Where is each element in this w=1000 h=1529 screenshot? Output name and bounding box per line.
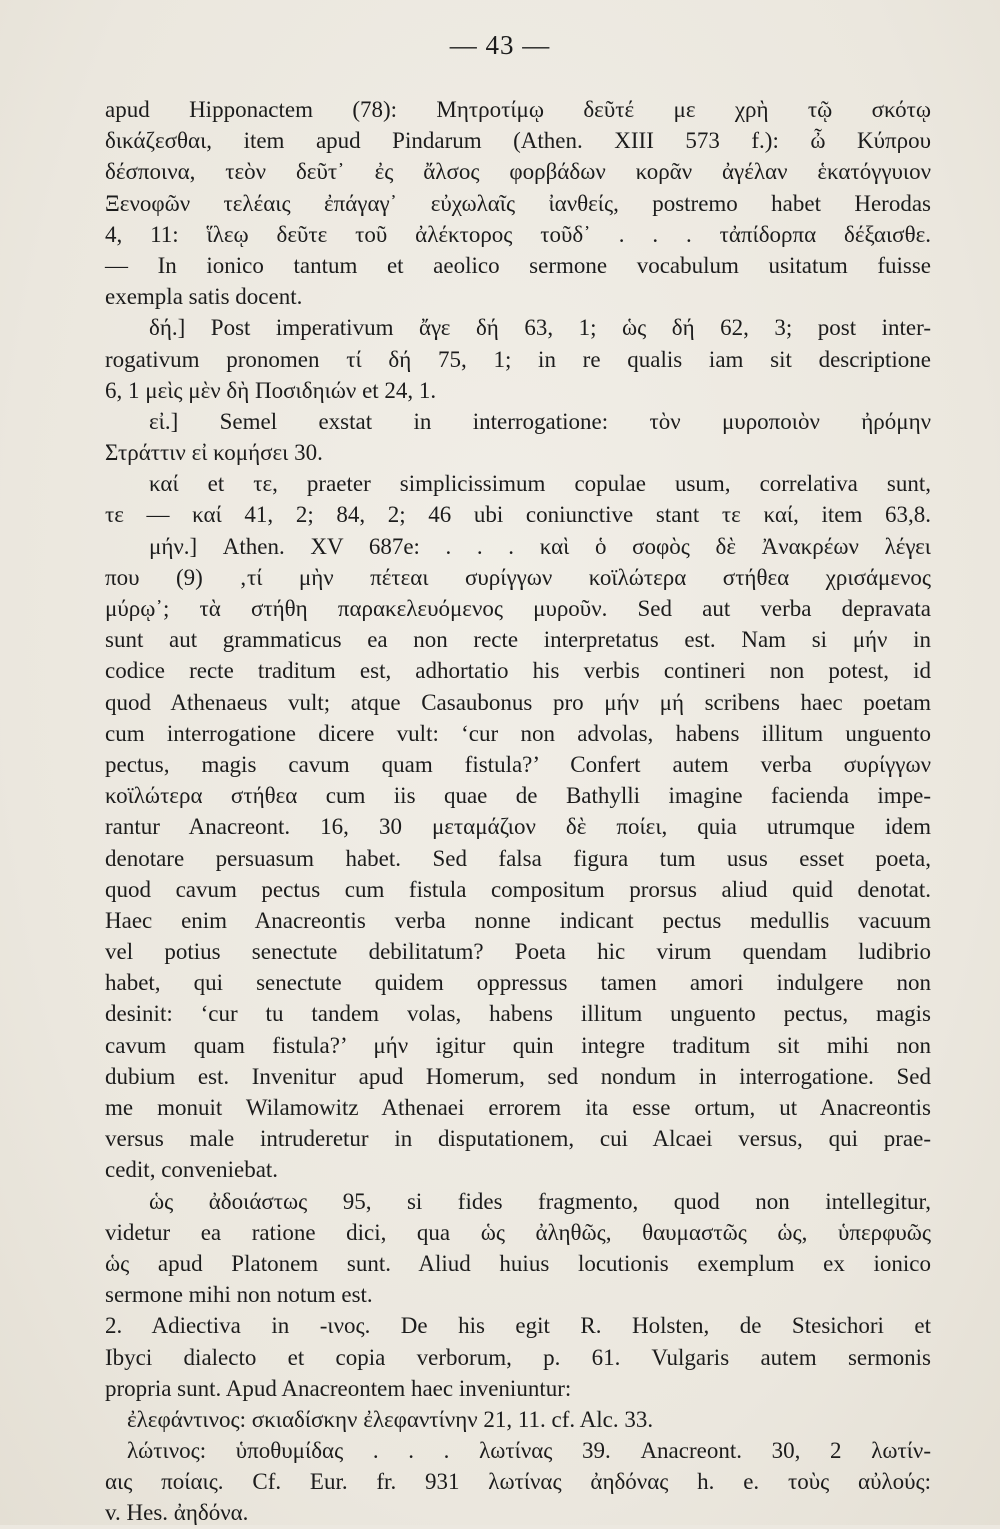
text-line: Ibyci dialecto et copia verborum, p. 61. Vulgaris autem sermonis [105,1344,931,1370]
text-line: propria sunt. Apud Anacreontem haec inveniuntur: [105,1375,572,1401]
text-line: Στράττιν εἰ κομήσει 30. [105,440,323,466]
text-line: me monuit Wilamowitz Athenaei errorem ita esse ortum, ut Anacreontis [105,1095,931,1120]
text-line: v. Hes. ἀηδόνα. [105,1500,249,1526]
text-line: pectus, magis cavum quam fistula?’ Confert autem verba συρίγγων [105,751,931,777]
text-line: δικάζεσθαι, item apud Pindarum (Athen. XIII 573 f.): ὦ Κύπρου [105,128,931,154]
text-line: καί et τε, praeter simplicissimum copulae usum, correlativa sunt, [149,471,931,497]
text-line: vel potius senectute debilitatum? Poeta hic virum quendam ludibrio [105,939,931,965]
text-line: εἰ.] Semel exstat in interrogatione: τὸν μυροποιὸν ἠρόμην [149,408,931,434]
text-line: cum interrogatione dicere vult: ‘cur non advolas, habens illitum unguento [105,720,931,746]
text-line: ὡς apud Platonem sunt. Aliud huius locutionis exemplum ex ionico [105,1250,931,1276]
text-line: rantur Anacreont. 16, 30 μεταμάζιον δὲ ποίει, quia utrumque idem [105,814,931,840]
text-line: Haec enim Anacreontis verba nonne indicant pectus medullis vacuum [105,907,931,933]
text-line: λώτινος: ὑποθυμίδας . . . λωτίνας 39. Anacreont. 30, 2 λωτίν- [127,1438,931,1464]
text-line: που (9) ‚τί μὴν πέτεαι συρίγγων κοϊλώτερα στήθεα χρισάμενος [105,564,931,590]
text-line: sunt aut grammaticus ea non recte interpretatus est. Nam si μήν in [105,627,931,653]
page-number: — 43 — [449,30,551,60]
text-line: 6, 1 μεὶς μὲν δὴ Ποσιδηιών et 24, 1. [105,377,437,403]
text-line: versus male intruderetur in disputationem, cui Alcaei versus, qui prae- [105,1126,931,1152]
text-line: Ξενοφῶν τελέαις ἐπάγαγ᾽ εὐχωλαῖς ἰανθείς, postremo habet Herodas [105,190,931,216]
text-line: μήν.] Athen. XV 687e: . . . καὶ ὁ σοφὸς δὲ Ἀνακρέων λέγει [149,533,931,559]
text-line: desinit: ‘cur tu tandem volas, habens illitum unguento pectus, magis [105,1001,931,1027]
text-line: apud Hipponactem (78): Μητροτίμῳ δεῦτέ με χρὴ τῷ σκότῳ [105,97,931,122]
body-text [105,94,931,1529]
text-line: δή.] Post imperativum ἄγε δή 63, 1; ὡς δή 62, 3; post inter- [149,315,931,341]
text-line: rogativum pronomen τί δή 75, 1; in re qualis iam sit descriptione [105,346,931,372]
text-line: τε — καί 41, 2; 84, 2; 46 ubi coniunctive stant τε καί, item 63,8. [105,502,931,528]
text-line: cavum quam fistula?’ μήν igitur quin integre traditum sit mihi non [105,1032,931,1058]
text-line: quod cavum pectus cum fistula compositum prorsus aliud quid denotat. [105,876,931,902]
text-line: ἐλεφάντινος: σκιαδίσκην ἐλεφαντίνην 21, 11. cf. Alc. 33. [127,1406,654,1432]
text-line: 4, 11: ἵλεῳ δεῦτε τοῦ ἀλέκτορος τοῦδ᾽ . . . τἀπίδορπα δέξαισθε. [105,221,931,247]
text-line: quod Athenaeus vult; atque Casaubonus pro μήν μή scribens haec poetam [105,689,931,715]
text-line: dubium est. Invenitur apud Homerum, sed nondum in interrogatione. Sed [105,1063,931,1089]
text-line: κοϊλώτερα στήθεα cum iis quae de Bathylli imagine facienda impe- [105,783,931,809]
text-line: habet, qui senectute quidem oppressus tamen amori indulgere non [105,970,931,996]
text-line: δέσποινα, τεὸν δεῦτ᾽ ἐς ἄλσος φορβάδων κορᾶν ἀγέλαν ἑκατόγγυιον [105,159,931,185]
text-line: μύρῳ᾽; τὰ στήθη παρακελευόμενος μυροῦν. Sed aut verba depravata [105,596,931,621]
text-line: 2. Adiectiva in -ινος. De his egit R. Holsten, de Stesichori et [105,1313,931,1339]
text-line: denotare persuasum habet. Sed falsa figura tum usus esset poeta, [105,845,931,871]
text-line: ὡς ἀδοιάστως 95, si fides fragmento, quod non intellegitur, [149,1188,931,1214]
text-line: videtur ea ratione dici, qua ὡς ἀληθῶς, θαυμαστῶς ὡς, ὑπερφυῶς [105,1219,931,1245]
text-line: codice recte traditum est, adhortatio his verbis contineri non potest, id [105,658,931,684]
text-line: αις ποίαις. Cf. Eur. fr. 931 λωτίνας ἀηδόνας h. e. τοὺς αὐλούς: [105,1469,931,1495]
text-line: — In ionico tantum et aeolico sermone vocabulum usitatum fuisse [105,252,931,278]
text-line: sermone mihi non notum est. [105,1282,373,1308]
text-line: exempla satis docent. [105,284,303,310]
text-line: cedit, conveniebat. [105,1157,279,1183]
